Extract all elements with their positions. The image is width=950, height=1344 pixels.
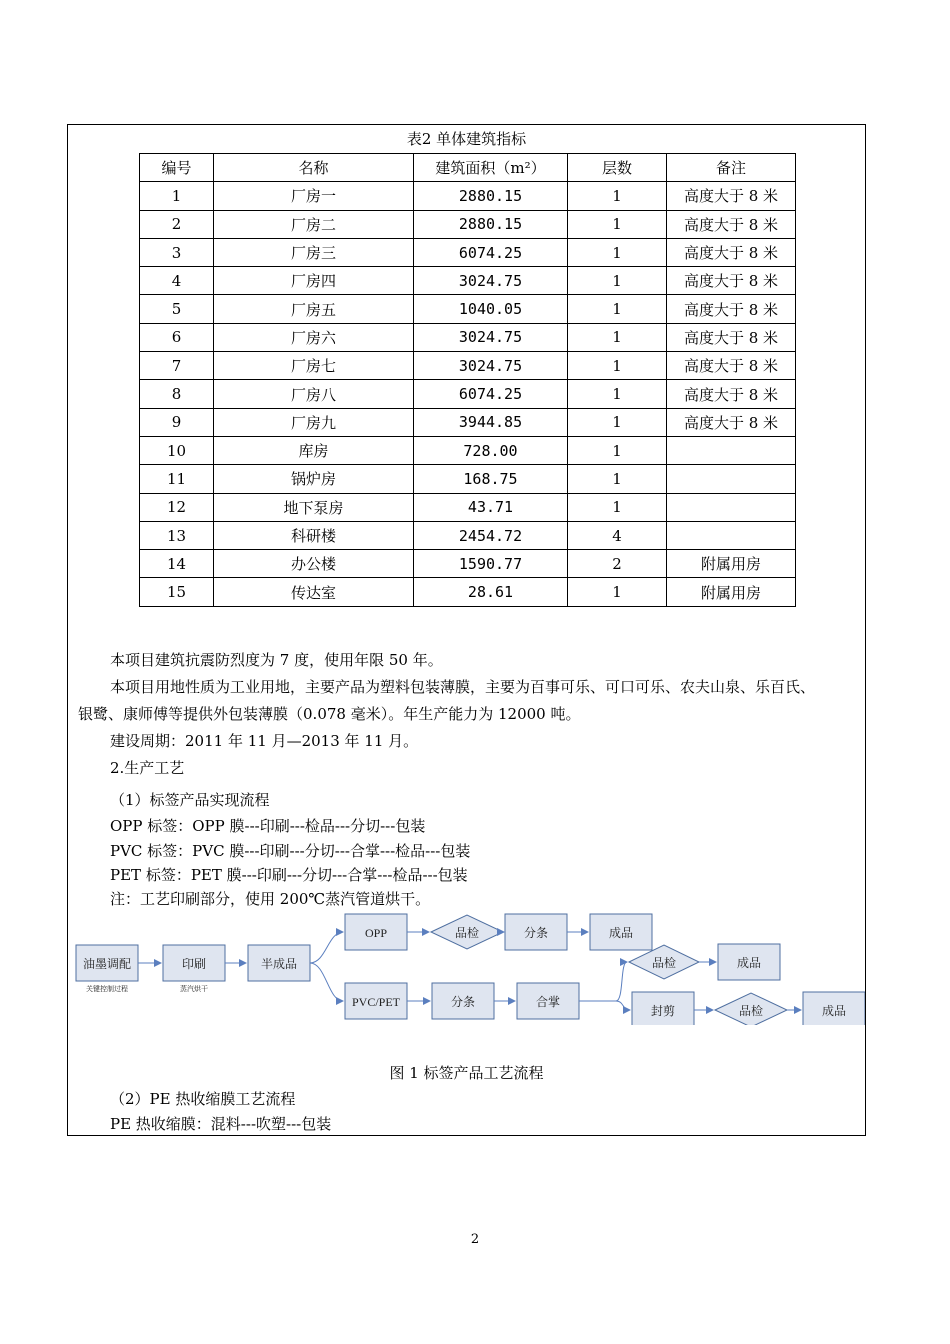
process-line-pe: PE 热收缩膜：混料---吹塑---包装 — [110, 1115, 332, 1133]
cell-name: 库房 — [214, 436, 414, 464]
table-row — [140, 210, 796, 238]
table-row — [140, 521, 796, 549]
flow-label-slit2: 分条 — [450, 995, 476, 1009]
cell-remark — [667, 436, 796, 464]
cell-floors: 1 — [568, 493, 667, 521]
header-cell: 建筑面积（m²） — [414, 154, 568, 182]
cell-remark — [667, 521, 796, 549]
subsection-heading: （1）标签产品实现流程 — [110, 791, 270, 809]
cell-remark: 附属用房 — [667, 578, 796, 606]
cell-area: 28.61 — [414, 578, 568, 606]
cell-number: 1 — [140, 182, 214, 210]
cell-area: 1590.77 — [414, 550, 568, 578]
cell-number: 12 — [140, 493, 214, 521]
table-row — [140, 380, 796, 408]
table-row — [140, 182, 796, 210]
cell-number: 10 — [140, 436, 214, 464]
cell-name: 厂房一 — [214, 182, 414, 210]
process-line-pvc: PVC 标签：PVC 膜---印刷---分切---合掌---检品---包装 — [110, 842, 471, 860]
cell-area: 3944.85 — [414, 408, 568, 436]
cell-name: 厂房三 — [214, 238, 414, 266]
table-row — [140, 295, 796, 323]
flow-label-qc1: 品检 — [454, 926, 480, 940]
cell-number: 11 — [140, 465, 214, 493]
subsection-heading-pe: （2）PE 热收缩膜工艺流程 — [110, 1090, 296, 1108]
cell-floors: 1 — [568, 238, 667, 266]
table-row — [140, 578, 796, 606]
flow-label-done3: 成品 — [821, 1004, 847, 1018]
cell-number: 7 — [140, 352, 214, 380]
figure-caption: 图 1 标签产品工艺流程 — [389, 1064, 544, 1082]
cell-remark: 高度大于 8 米 — [667, 295, 796, 323]
paragraph-seismic: 本项目建筑抗震防烈度为 7 度，使用年限 50 年。 — [110, 651, 443, 669]
cell-remark: 高度大于 8 米 — [667, 380, 796, 408]
cell-area: 728.00 — [414, 436, 568, 464]
cell-number: 8 — [140, 380, 214, 408]
cell-number: 2 — [140, 210, 214, 238]
cell-floors: 1 — [568, 465, 667, 493]
cell-floors: 1 — [568, 408, 667, 436]
flow-label-opp: OPP — [364, 926, 388, 940]
cell-remark: 高度大于 8 米 — [667, 352, 796, 380]
cell-name: 锅炉房 — [214, 465, 414, 493]
cell-area: 1040.05 — [414, 295, 568, 323]
cell-name: 地下泵房 — [214, 493, 414, 521]
building-spec-table — [139, 153, 796, 607]
cell-area: 168.75 — [414, 465, 568, 493]
table-row — [140, 436, 796, 464]
paragraph-land-use-cont: 银鹭、康师傅等提供外包装薄膜（0.078 毫米）。年生产能力为 12000 吨。 — [78, 705, 581, 723]
header-cell: 备注 — [667, 154, 796, 182]
cell-name: 厂房七 — [214, 352, 414, 380]
cell-number: 14 — [140, 550, 214, 578]
cell-area: 2454.72 — [414, 521, 568, 549]
process-line-opp: OPP 标签：OPP 膜---印刷---检品---分切---包装 — [110, 817, 426, 835]
cell-floors: 1 — [568, 436, 667, 464]
cell-number: 9 — [140, 408, 214, 436]
paragraph-construction-period: 建设周期：2011 年 11 月—2013 年 11 月。 — [110, 732, 419, 750]
cell-name: 厂房五 — [214, 295, 414, 323]
table-title: 表2 单体建筑指标 — [406, 130, 527, 148]
cell-area: 2880.15 — [414, 182, 568, 210]
cell-floors: 1 — [568, 210, 667, 238]
cell-floors: 1 — [568, 295, 667, 323]
process-note: 注：工艺印刷部分，使用 200℃蒸汽管道烘干。 — [110, 890, 431, 908]
cell-floors: 1 — [568, 182, 667, 210]
cell-floors: 1 — [568, 323, 667, 351]
paragraph-land-use: 本项目用地性质为工业用地，主要产品为塑料包装薄膜，主要为百事可乐、可口可乐、农夫山泉、乐百氏、 — [110, 678, 816, 696]
cell-area: 6074.25 — [414, 238, 568, 266]
cell-number: 15 — [140, 578, 214, 606]
cell-remark: 附属用房 — [667, 550, 796, 578]
process-line-pet: PET 标签：PET 膜---印刷---分切---合掌---检品---包装 — [110, 866, 468, 884]
table-row — [140, 465, 796, 493]
cell-area: 3024.75 — [414, 352, 568, 380]
cell-number: 6 — [140, 323, 214, 351]
cell-number: 3 — [140, 238, 214, 266]
cell-floors: 1 — [568, 267, 667, 295]
cell-remark — [667, 465, 796, 493]
flow-label-qc3: 品检 — [738, 1004, 764, 1018]
flow-label-semi: 半成品 — [260, 957, 298, 971]
cell-floors: 1 — [568, 352, 667, 380]
cell-area: 3024.75 — [414, 323, 568, 351]
cell-name: 厂房二 — [214, 210, 414, 238]
cell-remark: 高度大于 8 米 — [667, 408, 796, 436]
cell-number: 5 — [140, 295, 214, 323]
table-row — [140, 323, 796, 351]
flow-label-seal: 封剪 — [650, 1004, 676, 1018]
table-row — [140, 238, 796, 266]
process-flow-diagram — [68, 907, 865, 1025]
cell-floors: 1 — [568, 380, 667, 408]
cell-name: 厂房八 — [214, 380, 414, 408]
table-header-row — [140, 154, 796, 182]
cell-remark: 高度大于 8 米 — [667, 210, 796, 238]
flow-label-slit1: 分条 — [523, 926, 549, 940]
cell-number: 4 — [140, 267, 214, 295]
cell-name: 办公楼 — [214, 550, 414, 578]
flow-label-ink: 油墨调配 — [82, 957, 132, 971]
header-cell: 层数 — [568, 154, 667, 182]
flow-label-print: 印刷 — [181, 957, 207, 971]
cell-area: 3024.75 — [414, 267, 568, 295]
page-number: 2 — [470, 1232, 480, 1247]
cell-remark: 高度大于 8 米 — [667, 238, 796, 266]
cell-name: 传达室 — [214, 578, 414, 606]
flow-label-laminate: 合掌 — [535, 995, 561, 1009]
flow-sublabel-ink: 关键控制过程 — [86, 985, 128, 993]
cell-number: 13 — [140, 521, 214, 549]
cell-name: 厂房六 — [214, 323, 414, 351]
cell-floors: 4 — [568, 521, 667, 549]
cell-remark: 高度大于 8 米 — [667, 182, 796, 210]
table-row — [140, 267, 796, 295]
table-row — [140, 550, 796, 578]
header-cell: 编号 — [140, 154, 214, 182]
flow-sublabel-print: 蒸汽烘干 — [180, 985, 208, 993]
cell-floors: 2 — [568, 550, 667, 578]
flow-label-done1: 成品 — [608, 926, 634, 940]
cell-remark: 高度大于 8 米 — [667, 267, 796, 295]
flow-label-done2: 成品 — [736, 956, 762, 970]
section-heading: 2.生产工艺 — [110, 759, 185, 777]
table-row — [140, 493, 796, 521]
cell-remark: 高度大于 8 米 — [667, 323, 796, 351]
cell-name: 厂房四 — [214, 267, 414, 295]
cell-area: 2880.15 — [414, 210, 568, 238]
table-row — [140, 408, 796, 436]
cell-area: 43.71 — [414, 493, 568, 521]
cell-name: 厂房九 — [214, 408, 414, 436]
cell-remark — [667, 493, 796, 521]
cell-name: 科研楼 — [214, 521, 414, 549]
flow-label-pvcpet: PVC/PET — [351, 995, 401, 1009]
header-cell: 名称 — [214, 154, 414, 182]
cell-area: 6074.25 — [414, 380, 568, 408]
content-frame — [67, 124, 866, 1136]
flow-label-qc2: 品检 — [651, 956, 677, 970]
cell-floors: 1 — [568, 578, 667, 606]
table-row — [140, 352, 796, 380]
